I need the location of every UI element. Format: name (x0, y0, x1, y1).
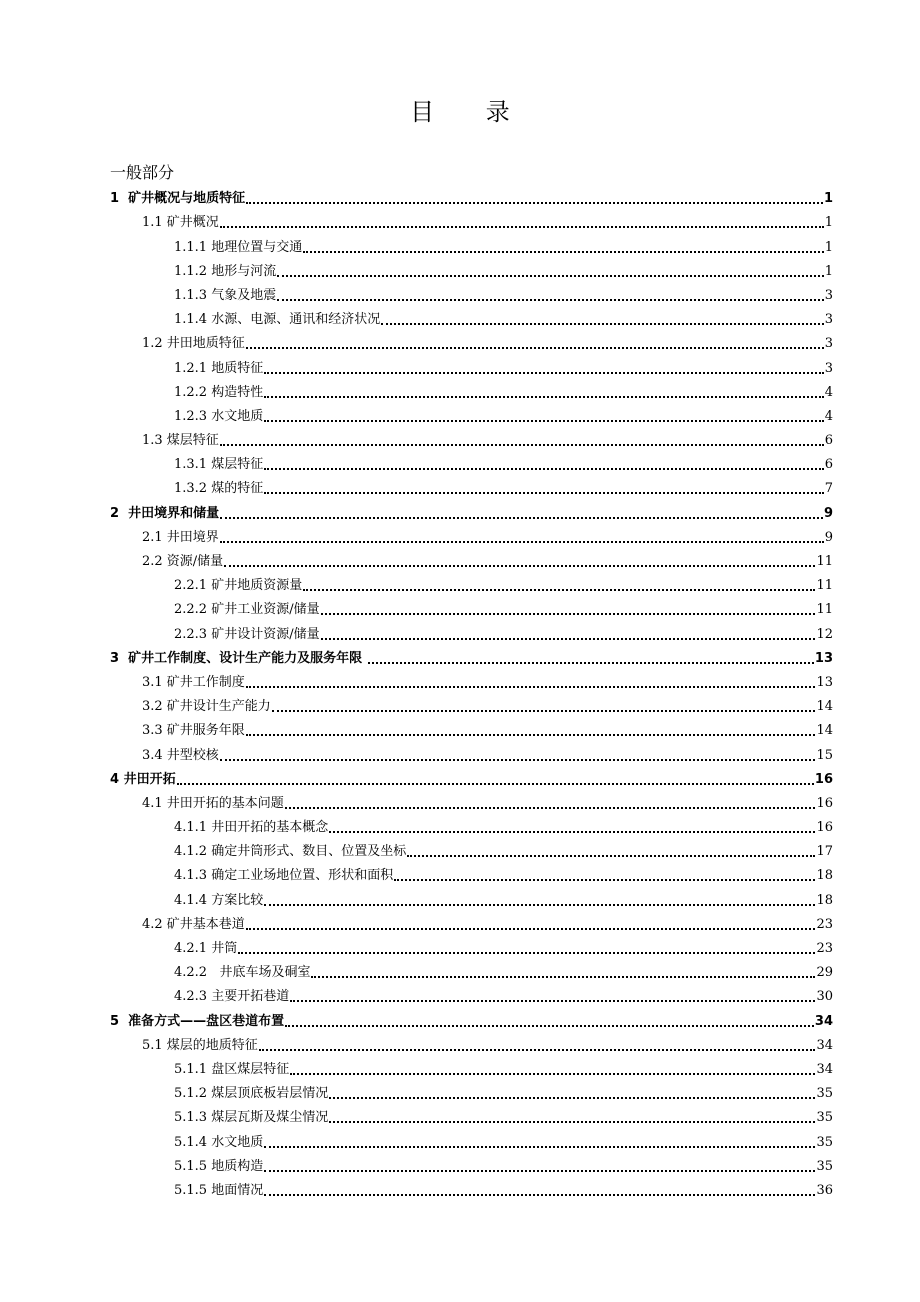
toc-entry-page: 1 (823, 191, 833, 207)
toc-entry[interactable] (110, 982, 833, 1006)
toc-entry-label: 1.3.1 煤层特征 (174, 457, 264, 473)
toc-entry-label: 1.1.4 水源、电源、通讯和经济状况 (174, 312, 381, 328)
toc-entry-page: 11 (816, 578, 833, 594)
toc-entry[interactable] (110, 474, 833, 498)
toc-entry-page: 35 (816, 1134, 833, 1150)
toc-entry[interactable] (110, 789, 833, 813)
toc-entry[interactable] (110, 571, 833, 595)
toc-entry-label: 1.2.3 水文地质 (174, 408, 264, 424)
toc-entry-label: 5.1.3 煤层瓦斯及煤尘情况 (174, 1110, 329, 1126)
dot-leader (264, 420, 824, 422)
toc-entry-page: 4 (824, 384, 833, 400)
toc-entry-label: 4.2.2 井底车场及硐室 (174, 965, 311, 981)
toc-entry[interactable] (110, 716, 833, 740)
toc-entry[interactable] (110, 837, 833, 861)
dot-leader (285, 807, 816, 809)
toc-entry-page: 12 (816, 626, 833, 642)
toc-entry-label: 1.1.2 地形与河流 (174, 263, 277, 279)
toc-entry-page: 30 (816, 989, 833, 1005)
dot-leader (381, 323, 824, 325)
toc-entry[interactable] (110, 208, 833, 232)
toc-entry[interactable] (110, 619, 833, 643)
dot-leader (264, 396, 824, 398)
dot-leader (246, 347, 824, 349)
toc-entry-page: 9 (823, 505, 833, 521)
toc-entry-label: 1.2 井田地质特征 (142, 336, 245, 352)
toc-entry-page: 15 (816, 747, 833, 763)
dot-leader (220, 541, 824, 543)
toc-entry-page: 1 (824, 263, 833, 279)
dot-leader (329, 831, 815, 833)
toc-entry-label: 1.1 矿井概况 (142, 215, 219, 231)
dot-leader (224, 565, 815, 567)
toc-entry-page: 3 (824, 336, 833, 352)
dot-leader (246, 928, 816, 930)
dot-leader (290, 1000, 815, 1002)
toc-entry[interactable] (110, 1127, 833, 1151)
toc-entry[interactable] (110, 353, 833, 377)
dot-leader (246, 202, 823, 204)
dot-leader (394, 879, 815, 881)
toc-entry[interactable] (110, 305, 833, 329)
toc-entry-page: 17 (816, 844, 833, 860)
toc-entry-label: 5.1.4 水文地质 (174, 1134, 264, 1150)
toc-entry[interactable] (110, 692, 833, 716)
toc-entry-label: 2 井田境界和储量 (110, 505, 220, 521)
toc-entry[interactable] (110, 958, 833, 982)
toc-entry-label: 4.1.1 井田开拓的基本概念 (174, 820, 329, 836)
dot-leader (303, 589, 815, 591)
toc-entry-label: 4.2.3 主要开拓巷道 (174, 989, 290, 1005)
dot-leader (272, 710, 816, 712)
toc-entry-page: 16 (816, 820, 833, 836)
toc-entry-page: 16 (814, 771, 833, 787)
toc-entry[interactable] (110, 861, 833, 885)
toc-entry-label: 4.1 井田开拓的基本问题 (142, 795, 284, 811)
dot-leader (264, 372, 824, 374)
toc-entry-label: 1.2.2 构造特性 (174, 384, 264, 400)
toc-entry-label: 4.1.3 确定工业场地位置、形状和面积 (174, 868, 394, 884)
toc-entry-label: 4.1.4 方案比较 (174, 892, 264, 908)
toc-entry-page: 34 (816, 1037, 833, 1053)
toc-entry-label: 3.2 矿井设计生产能力 (142, 699, 271, 715)
toc-entry[interactable] (110, 426, 833, 450)
dot-leader (264, 492, 824, 494)
toc-entry[interactable] (110, 184, 833, 208)
table-of-contents (110, 184, 833, 1200)
toc-entry-page: 13 (816, 674, 833, 690)
toc-entry[interactable] (110, 765, 833, 789)
toc-entry-label: 5.1 煤层的地质特征 (142, 1037, 258, 1053)
toc-entry-label: 4.2 矿井基本巷道 (142, 916, 245, 932)
toc-entry-page: 34 (814, 1013, 833, 1029)
toc-entry-page: 14 (816, 723, 833, 739)
toc-entry-page: 7 (824, 481, 833, 497)
toc-entry-label: 5.1.2 煤层顶底板岩层情况 (174, 1086, 329, 1102)
page-title: 目 录 (410, 98, 532, 126)
toc-entry-page: 34 (816, 1061, 833, 1077)
toc-entry-page: 9 (824, 529, 833, 545)
toc-entry[interactable] (110, 1152, 833, 1176)
dot-leader (220, 444, 824, 446)
toc-entry-page: 18 (816, 892, 833, 908)
dot-leader (220, 517, 823, 519)
toc-entry-label: 5 准备方式——盘区巷道布置 (110, 1013, 285, 1029)
toc-entry-label: 1.2.1 地质特征 (174, 360, 264, 376)
toc-entry-label: 5.1.5 地面情况 (174, 1182, 264, 1198)
dot-leader (220, 226, 824, 228)
toc-entry[interactable] (110, 329, 833, 353)
toc-entry-page: 35 (816, 1086, 833, 1102)
toc-entry-page: 23 (816, 941, 833, 956)
toc-entry-label: 1.1.1 地理位置与交通 (174, 239, 303, 255)
dot-leader (329, 1097, 815, 1099)
dot-leader (311, 976, 815, 978)
toc-entry[interactable] (110, 668, 833, 692)
dot-leader (264, 1194, 815, 1196)
toc-entry-label: 2.2 资源/储量 (142, 554, 224, 569)
dot-leader (246, 686, 816, 688)
toc-entry[interactable] (110, 813, 833, 837)
toc-entry[interactable] (110, 281, 833, 305)
toc-entry-label: 5.1.5 地质构造 (174, 1158, 264, 1174)
dot-leader (303, 251, 824, 253)
toc-entry-page: 11 (816, 602, 833, 618)
toc-entry[interactable] (110, 1031, 833, 1055)
toc-entry-label: 1 矿井概况与地质特征 (110, 191, 246, 207)
toc-entry[interactable] (110, 1006, 833, 1030)
dot-leader (264, 1170, 815, 1172)
toc-entry-page: 1 (824, 215, 833, 231)
toc-entry-label: 5.1.1 盘区煤层特征 (174, 1061, 290, 1077)
toc-entry-label: 2.2.2 矿井工业资源/储量 (174, 602, 320, 618)
toc-entry[interactable] (110, 740, 833, 764)
dot-leader (238, 952, 815, 954)
toc-entry-label: 3 矿井工作制度、设计生产能力及服务年限 (110, 650, 367, 666)
toc-entry-label: 3.4 井型校核 (142, 747, 219, 763)
toc-entry-page: 29 (816, 965, 833, 981)
toc-entry-page: 13 (814, 650, 833, 666)
dot-leader (177, 783, 814, 785)
toc-entry-page: 3 (824, 287, 833, 303)
toc-entry-label: 1.1.3 气象及地震 (174, 287, 277, 303)
toc-entry-label: 2.2.1 矿井地质资源量 (174, 578, 303, 594)
toc-entry[interactable] (110, 450, 833, 474)
dot-leader (220, 759, 816, 761)
toc-entry-page: 1 (824, 239, 833, 255)
dot-leader (321, 638, 816, 640)
toc-entry[interactable] (110, 498, 833, 522)
toc-entry-page: 23 (816, 916, 833, 932)
toc-entry[interactable] (110, 257, 833, 281)
dot-leader (368, 662, 814, 664)
dot-leader (246, 734, 816, 736)
toc-entry[interactable] (110, 1176, 833, 1200)
toc-entry-label: 4 井田开拓 (110, 771, 176, 787)
dot-leader (264, 468, 824, 470)
dot-leader (259, 1049, 816, 1051)
dot-leader (290, 1073, 815, 1075)
toc-entry-label: 2.1 井田境界 (142, 529, 219, 545)
toc-entry-label: 4.1.2 确定井筒形式、数目、位置及坐标 (174, 844, 407, 860)
toc-entry-label: 3.1 矿井工作制度 (142, 674, 245, 690)
toc-entry[interactable] (110, 1079, 833, 1103)
dot-leader (277, 275, 824, 277)
toc-entry-page: 35 (816, 1158, 833, 1174)
toc-entry-page: 36 (816, 1182, 833, 1198)
toc-entry[interactable] (110, 523, 833, 547)
toc-entry[interactable] (110, 547, 833, 571)
toc-entry[interactable] (110, 885, 833, 909)
toc-entry-page: 18 (816, 868, 833, 884)
dot-leader (407, 855, 815, 857)
toc-entry[interactable] (110, 934, 833, 958)
section-heading: 一般部分 (110, 163, 175, 182)
toc-entry-label: 4.2.1 井筒 (174, 941, 238, 956)
dot-leader (321, 613, 816, 615)
toc-entry-label: 3.3 矿井服务年限 (142, 723, 245, 739)
toc-entry-page: 16 (816, 795, 833, 811)
toc-entry[interactable] (110, 378, 833, 402)
toc-entry-page: 6 (824, 457, 833, 473)
toc-entry[interactable] (110, 644, 833, 668)
toc-entry[interactable] (110, 402, 833, 426)
toc-entry[interactable] (110, 595, 833, 619)
toc-entry-page: 11 (816, 554, 833, 569)
toc-entry[interactable] (110, 1055, 833, 1079)
toc-entry[interactable] (110, 910, 833, 934)
dot-leader (264, 904, 815, 906)
toc-entry[interactable] (110, 232, 833, 256)
dot-leader (277, 299, 824, 301)
toc-entry-label: 1.3.2 煤的特征 (174, 481, 264, 497)
toc-entry-page: 35 (816, 1110, 833, 1126)
toc-entry-page: 6 (824, 433, 833, 449)
toc-entry-page: 3 (824, 360, 833, 376)
toc-entry-page: 4 (824, 408, 833, 424)
dot-leader (264, 1146, 815, 1148)
dot-leader (285, 1025, 814, 1027)
toc-entry-page: 3 (824, 312, 833, 328)
toc-entry-label: 1.3 煤层特征 (142, 433, 219, 449)
toc-entry-page: 14 (816, 699, 833, 715)
toc-entry-label: 2.2.3 矿井设计资源/储量 (174, 626, 320, 642)
dot-leader (329, 1121, 815, 1123)
toc-entry[interactable] (110, 1103, 833, 1127)
